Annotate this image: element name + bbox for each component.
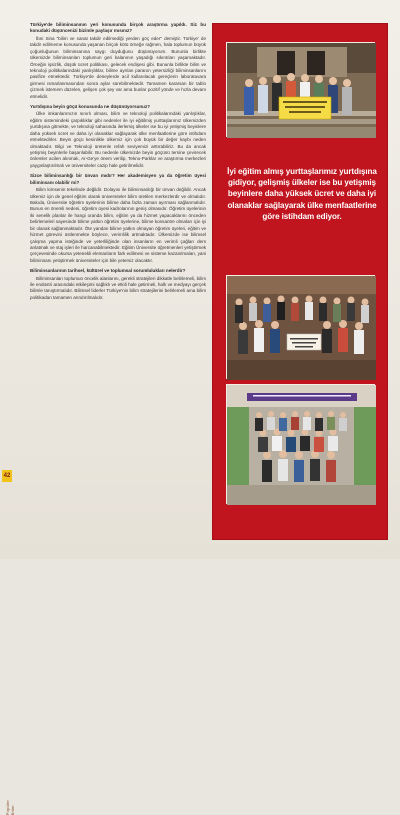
- page-number: 42: [2, 470, 12, 482]
- group-photo-stairs: [226, 42, 375, 137]
- group-photo-steps: [226, 384, 375, 504]
- interview-question-1: Türkiye'de biliminsanının yeri konusunda birçok araştırma yapıldı. Siz bu konudaki düşüncenizi bizimle paylaşır mısınız?: [30, 22, 206, 34]
- interview-answer-3: Bilim kimsenin tekelinde değildir. Dolayısı ile biliminsanlığı bir ünvan değildir. Ancak ülkemiz için de genel eğitim olarak üniversiteler bilim üretilen merkezlerdir ve olmalıdır. Bakıda, Üniversite öğretim üyelerinin bilime daha fazla zaman ayırması sağlanmalıdır. Bunun en önemli nedeni, öğretim üyesi kadrolarının geniş olmasıdır. Öğretim üyelerinin iki senelik planlar ile hangi oranda bilim, eğitim ya da hizmet yapacaklarını önceden belirlemeleri sayesinde bilime yatkın öğretim üyelerine, bilime konsantre olmaları için iyi bir olanak sağlanmaktadır. Öte yandan bilime yatkın olmayan öğretim üyeleri, eğitim ve hizmet görevini üstlenmekte böylece, verimlilik artmaktadır. Ülkemizde ise bilimsel çalışma yapma isteğinde ve yeterliliğinde olan insanların en verimli çağları ders anlatmak ve staj işleri ile harcanabilmektedir. Eğitim Üniversite öğretmenleri yetiştirmek çerçevesinde okursa yetenekli elemanların fark edilmesi ve sisteme kazanılmaları, yani biliminsanı yetiştirmek üniversiteler için bile yetersiz olacaktır.: [30, 187, 206, 263]
- red-sidebar-panel: [212, 23, 388, 540]
- group-photo-conference-image: [227, 276, 376, 380]
- magazine-name: Popüler Bilim: [5, 800, 15, 815]
- group-photo-steps-image: [227, 385, 376, 505]
- group-photo-conference: [226, 275, 375, 379]
- interview-question-3: Sizce biliminsanlığı bir ünvan mıdır? Her akademisyen ya da öğretim üyesi biliminsanı olabilir mi?: [30, 173, 206, 185]
- interview-answer-4: Biliminsanları toplumun öncelik alanlarını, gerekli stratejileri dikkatle belirlemeli, bilim ile endüstri arasındaki etkileşimi sağlıklı ve etkili hale getirmeli, halk ve medyayı gerçek bilimle tanıştırmalıdır. Bilimsel liderler Türkiye'nin bilim stratejilerini belirlemeli ama bilim politikadan tamamen arındırılmalıdır.: [30, 275, 206, 300]
- interview-answer-2: Ülke imkanlarımızın sınırlı olması, bilim ve teknoloji politikalarındaki yanlışlıklar, eğitim sistemindeki çarpıklıklar gibi nedenler ile iyi eğitilmiş yurttaşlarımız ülkemizden yurtdışına gitmekte, ve teknoloji sahasında ilerlemiş ülkeler ise bu iyi yetişmiş beyinlere daha yüksek ücret ve daha iyi olanaklar sağlayarak ülke menfaatlerine göre istihdam etmektedirler. Beyin göçü kesinlikle ülkemiz için çok büyük bir değer kaybı neden olmaktadır. Bilgi ve Teknoloji üretenle refah seviyemizi arttırabiliriz. Bu da ancak yetişmiş beyinlerle başarılabilir. Bu nedenle ülkemizde beyin göçünü tersine çevirecek önlemler acilen alınmalı, Ar-Ge'ye önem verilip, Tekno-Parklar ve araştırma merkezleri yaygınlaştırılmalı ve üniversiteler cazip hale getirilmelidir.: [30, 111, 206, 168]
- pull-quote: İyi eğitim almış yurttaşlarımız yurtdışına gidiyor, gelişmiş ülkeler ise bu yetişmiş beyinlere daha yüksek ücret ve daha iyi olanaklar sağlayarak ülke menfaatlerine göre istihdam ediyor.: [227, 167, 377, 221]
- group-photo-stairs-image: [227, 43, 376, 138]
- interview-answer-1: İbni Sina "bilim ve sanat takdir edilmediği yerden göç eder" demiştir. Türkiye' de takdir edilmeme konusunda yaşanan birçok kötü örneğe rağmen, hala toplumun büyük çoğunluğunun biliminsanına saygı duyduğunu düşünüyorum. Bununla birlikte ülkemizde biliminsanları toplumun geri kalanının yaşadığı sıkıntıları yaşamaktadır. Örneğin işsizlik, düşük ücret politikası, gelecek endişesi gibi. Bununla birlikte bilim ve teknoloji politikalarındaki yanlışlıklar, bilime ayrılan paranın yetersizliği biliminsanlarını pasifize etmektedir. Türkiye'de deneylerde acil kullanılacak gereçlerin laboratuvara girmesi ısmarlanmasından sonra aylar sürebilmektedir. Tamamen kararsan bir tablo çizmek istemem düzelen, gelişen çok şey var ama bunlar pozitif yönde ve hızla devam etmelidir.: [30, 35, 206, 99]
- interview-question-4: Biliminsanlarının tarihsel, kültürel ve toplumsal sorumlulukları nelerdir?: [30, 268, 186, 274]
- page-edge-marker: [2, 392, 15, 815]
- interview-question-2: Yurtdışına beyin göçü konusunda ne düşünüyorsunuz?: [30, 104, 150, 110]
- article-text-column: [30, 22, 206, 532]
